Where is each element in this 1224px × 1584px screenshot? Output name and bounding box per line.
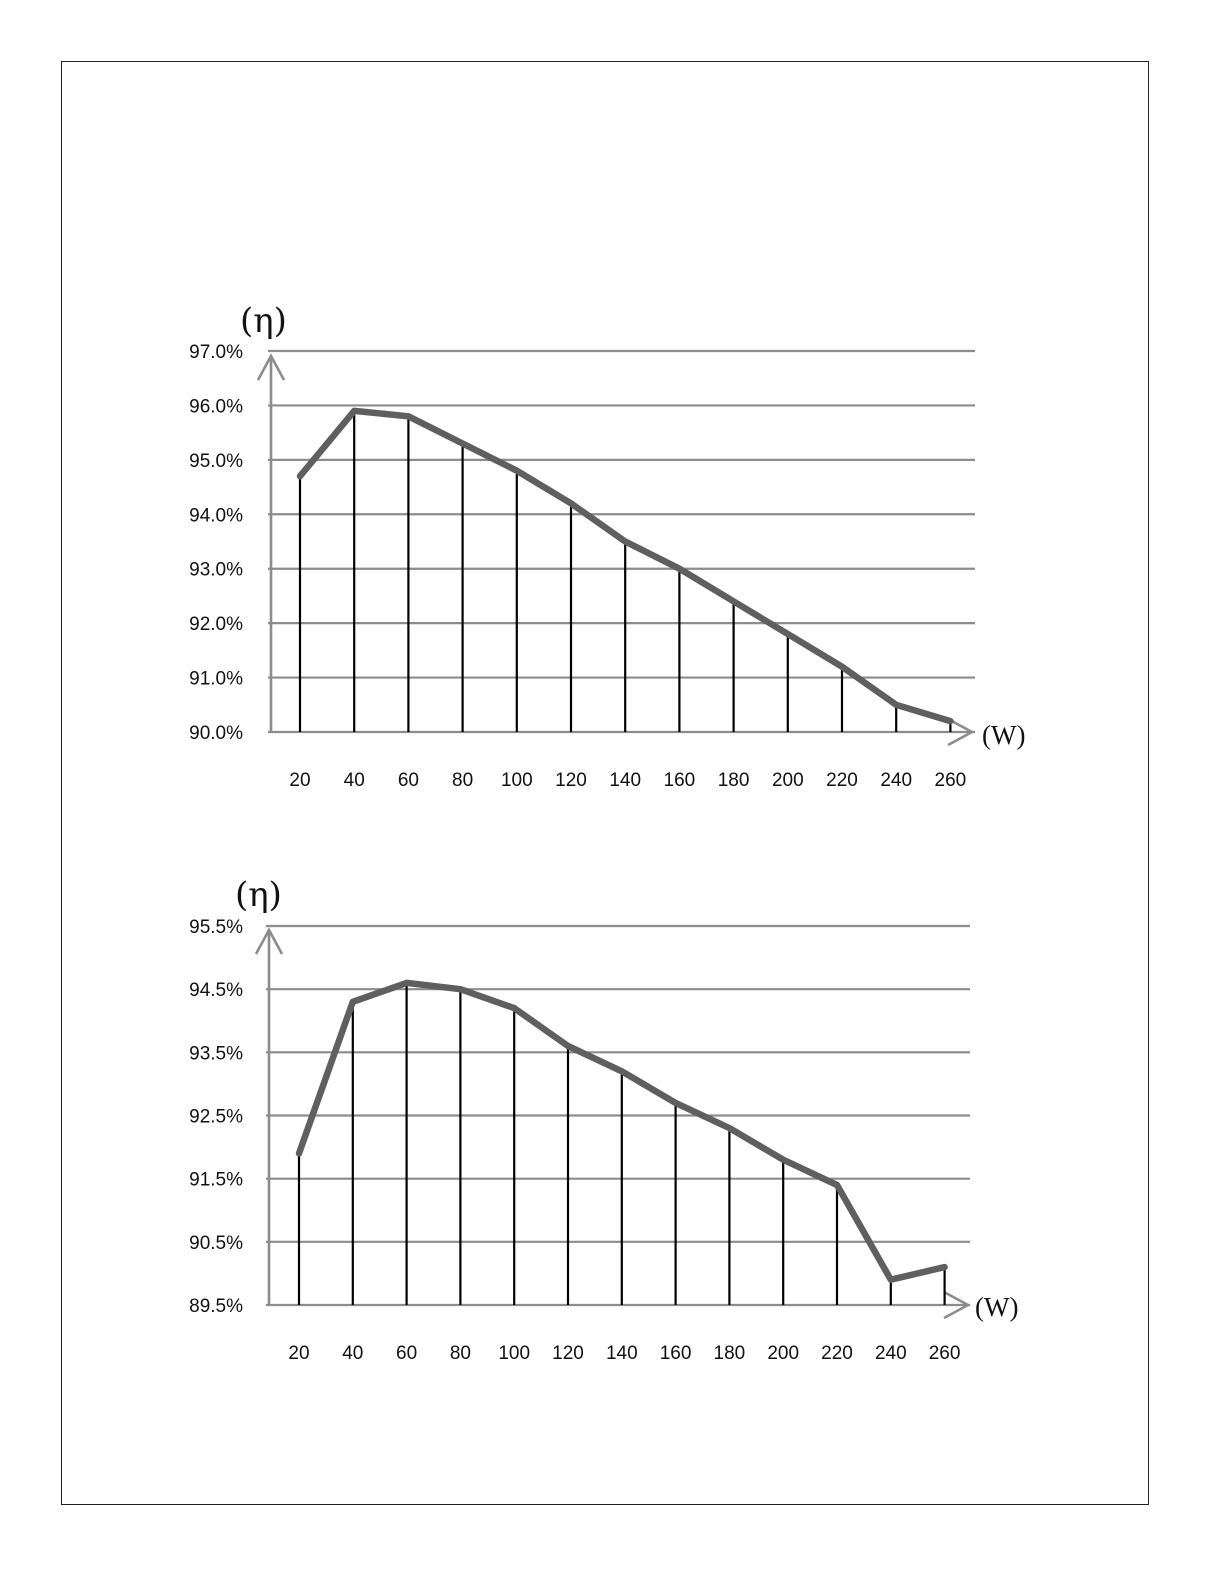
data-point: [622, 539, 628, 545]
y-tick-label: 92.0%: [189, 614, 243, 636]
x-tick-label: 140: [605, 1343, 638, 1364]
data-point: [511, 1005, 517, 1011]
x-tick-label: 220: [821, 1343, 853, 1364]
x-tick-label: 120: [555, 770, 587, 791]
data-point: [619, 1068, 625, 1074]
y-tick-label: 91.0%: [189, 668, 243, 690]
x-tick-label: 200: [771, 770, 804, 791]
data-point: [676, 566, 682, 572]
y-axis-label: (η): [240, 301, 287, 341]
data-point: [565, 1043, 571, 1049]
data-point: [296, 1150, 302, 1156]
y-tick-label: 95.0%: [189, 450, 243, 472]
x-tick-label: 80: [449, 1343, 471, 1364]
y-tick-label: 91.5%: [189, 1169, 243, 1191]
data-point: [726, 1125, 732, 1131]
data-point: [893, 702, 899, 708]
data-point: [350, 999, 356, 1005]
y-tick-label: 97.0%: [189, 342, 243, 363]
x-tick-label: 80: [452, 770, 474, 791]
y-tick-label: 90.5%: [189, 1232, 243, 1254]
data-point: [785, 631, 791, 637]
x-tick-label: 40: [342, 1343, 364, 1364]
data-point: [780, 1157, 786, 1163]
x-tick-label: 160: [659, 1343, 692, 1364]
x-tick-label: 180: [717, 770, 750, 791]
data-point: [947, 718, 953, 724]
data-point: [839, 664, 845, 670]
x-tick-label: 240: [880, 770, 913, 791]
x-tick-label: 120: [552, 1343, 584, 1364]
y-tick-label: 96.0%: [189, 396, 243, 418]
y-tick-label: 89.5%: [189, 1296, 243, 1317]
y-tick-label: 95.5%: [189, 917, 243, 938]
y-tick-label: 94.0%: [189, 505, 243, 527]
data-point: [514, 468, 520, 474]
x-tick-label: 60: [397, 770, 419, 791]
x-tick-label: 20: [289, 770, 311, 791]
x-axis-label: (W): [975, 1292, 1019, 1322]
x-tick-label: 180: [713, 1343, 746, 1364]
x-tick-label: 240: [874, 1343, 907, 1364]
data-point: [731, 598, 737, 604]
x-tick-label: 40: [343, 770, 365, 791]
data-point: [460, 441, 466, 447]
x-tick-label: 100: [498, 1343, 531, 1364]
x-tick-label: 20: [288, 1343, 310, 1364]
y-tick-label: 93.0%: [189, 559, 243, 581]
y-tick-label: 94.5%: [189, 980, 243, 1002]
data-point: [404, 980, 410, 986]
x-tick-label: 200: [767, 1343, 800, 1364]
x-tick-label: 260: [928, 1343, 961, 1364]
data-point: [351, 408, 357, 414]
data-point: [568, 500, 574, 506]
x-tick-label: 220: [826, 770, 858, 791]
x-tick-label: 260: [934, 770, 967, 791]
x-tick-label: 160: [663, 770, 696, 791]
data-point: [888, 1277, 894, 1283]
data-point: [834, 1182, 840, 1188]
data-point: [942, 1264, 948, 1270]
x-tick-label: 60: [396, 1343, 418, 1364]
y-tick-label: 93.5%: [189, 1043, 243, 1065]
x-axis-label: (W): [982, 720, 1026, 750]
data-point: [405, 413, 411, 419]
y-tick-label: 92.5%: [189, 1106, 243, 1128]
y-axis-label: (η): [235, 875, 282, 915]
x-tick-label: 140: [609, 770, 642, 791]
data-point: [297, 473, 303, 479]
data-point: [457, 986, 463, 992]
x-tick-label: 100: [500, 770, 533, 791]
data-point: [673, 1100, 679, 1106]
y-tick-label: 90.0%: [189, 723, 243, 744]
